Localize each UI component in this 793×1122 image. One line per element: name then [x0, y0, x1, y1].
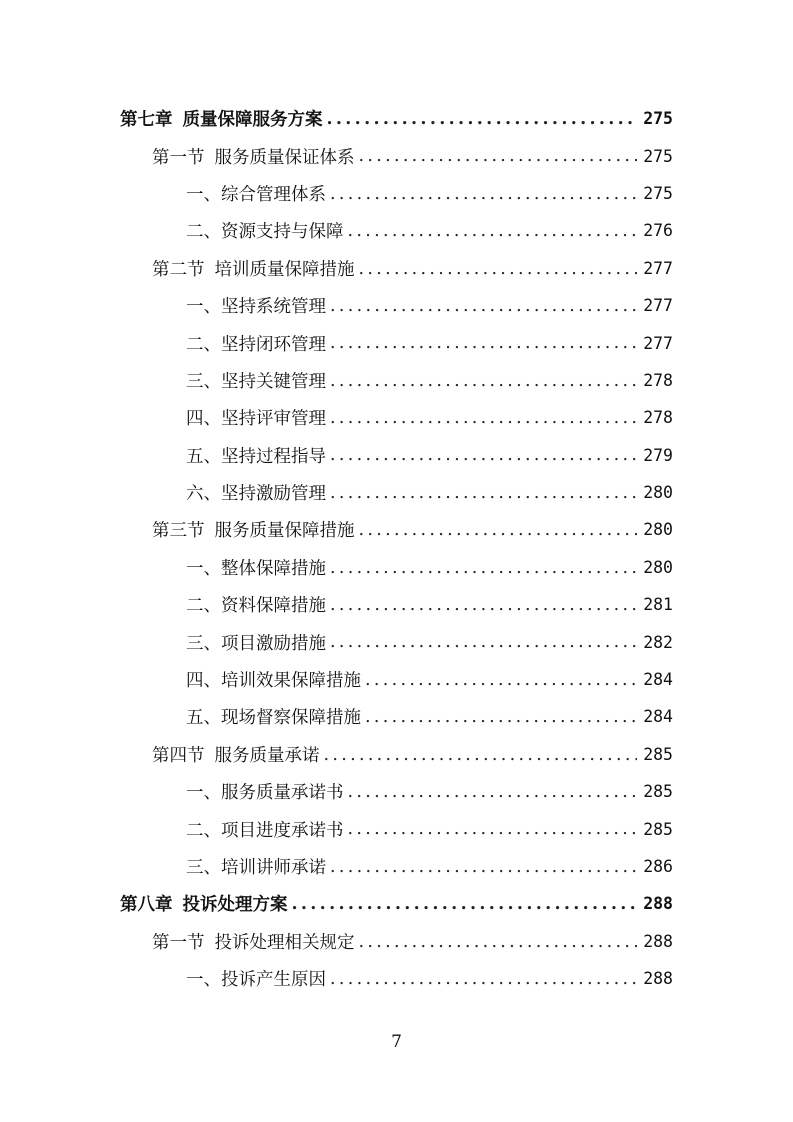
toc-entry-number: 一、 — [186, 184, 221, 205]
toc-entry-number: 四、 — [186, 671, 221, 692]
toc-entry-number: 第八章 — [120, 895, 173, 916]
toc-entry-label — [186, 704, 361, 729]
toc-entry-label — [152, 517, 355, 542]
toc-subsection-entry[interactable] — [0, 623, 793, 660]
toc-entry-title: 现场督察保障措施 — [221, 708, 361, 729]
toc-subsection-entry[interactable] — [0, 810, 793, 847]
toc-dot-leader — [365, 709, 637, 727]
toc-entry-title: 坚持关键管理 — [221, 371, 326, 392]
toc-subsection-entry[interactable] — [0, 324, 793, 361]
toc-entry-number: 三、 — [186, 371, 221, 392]
toc-dot-leader — [330, 298, 637, 316]
toc-entry-label — [186, 817, 344, 842]
toc-subsection-entry[interactable] — [0, 399, 793, 436]
toc-dot-leader — [330, 560, 637, 578]
toc-section-entry[interactable] — [0, 511, 793, 548]
toc-dot-leader — [348, 784, 638, 802]
toc-entry-title: 坚持过程指导 — [221, 446, 326, 467]
toc-entry-title: 服务质量承诺书 — [221, 783, 344, 804]
toc-entry-label — [152, 929, 355, 954]
toc-entry-page-number: 275 — [643, 146, 673, 166]
toc-entry-page-number: 284 — [643, 707, 673, 727]
toc-entry-label — [186, 854, 326, 879]
toc-entry-page-number: 281 — [643, 595, 673, 615]
toc-subsection-entry[interactable] — [0, 661, 793, 698]
toc-subsection-entry[interactable] — [0, 960, 793, 997]
toc-entry-title: 资源支持与保障 — [221, 222, 344, 243]
toc-entry-label — [186, 368, 326, 393]
toc-dot-leader — [330, 634, 637, 652]
toc-chapter-entry[interactable] — [0, 100, 793, 137]
toc-entry-label — [186, 480, 326, 505]
toc-entry-label — [152, 256, 355, 281]
toc-entry-page-number: 279 — [643, 445, 673, 465]
toc-entry-title: 坚持激励管理 — [221, 484, 326, 505]
toc-dot-leader — [330, 971, 637, 989]
toc-dot-leader — [330, 447, 637, 465]
toc-entry-number: 第四节 — [152, 745, 205, 766]
toc-section-entry[interactable] — [0, 923, 793, 960]
toc-entry-title: 投诉处理方案 — [182, 895, 288, 916]
toc-entry-page-number: 284 — [643, 670, 673, 690]
page-number: 7 — [391, 1032, 402, 1052]
toc-entry-title: 培训质量保障措施 — [214, 259, 355, 280]
toc-entry-number: 第三节 — [152, 521, 205, 542]
toc-dot-leader — [324, 747, 638, 765]
toc-entry-number: 三、 — [186, 633, 221, 654]
toc-entry-number: 五、 — [186, 446, 221, 467]
toc-entry-number: 三、 — [186, 858, 221, 878]
toc-entry-page-number: 288 — [643, 894, 673, 914]
toc-entry-page-number: 278 — [643, 408, 673, 428]
toc-entry-title: 质量保障服务方案 — [182, 110, 323, 131]
toc-entry-title: 服务质量保证体系 — [214, 147, 355, 168]
toc-entry-page-number: 285 — [643, 782, 673, 802]
toc-dot-leader — [330, 597, 637, 615]
toc-entry-label — [186, 966, 326, 991]
toc-entry-page-number: 280 — [643, 520, 673, 540]
toc-dot-leader — [359, 522, 638, 540]
toc-entry-label — [186, 779, 344, 804]
toc-subsection-entry[interactable] — [0, 474, 793, 511]
toc-chapter-entry[interactable] — [0, 885, 793, 922]
toc-entry-title: 培训讲师承诺 — [221, 858, 326, 878]
toc-entry-title: 投诉处理相关规定 — [214, 932, 355, 953]
toc-entry-label — [152, 144, 355, 169]
toc-entry-title: 坚持闭环管理 — [221, 334, 326, 355]
toc-entry-number: 二、 — [186, 596, 221, 617]
toc-dot-leader — [359, 148, 638, 166]
toc-entry-number: 二、 — [186, 334, 221, 355]
toc-entry-number: 二、 — [186, 222, 221, 243]
toc-subsection-entry[interactable] — [0, 848, 793, 885]
toc-entry-title: 项目进度承诺书 — [221, 820, 344, 841]
toc-entry-label — [186, 181, 326, 206]
toc-dot-leader — [330, 485, 637, 503]
toc-dot-leader — [330, 410, 637, 428]
toc-entry-number: 第一节 — [152, 147, 205, 168]
toc-subsection-entry[interactable] — [0, 549, 793, 586]
toc-entry-number: 第一节 — [152, 932, 205, 953]
toc-dot-leader — [292, 896, 638, 914]
toc-entry-page-number: 275 — [643, 183, 673, 203]
toc-dot-leader — [330, 335, 637, 353]
toc-dot-leader — [327, 111, 638, 129]
toc-dot-leader — [330, 186, 637, 204]
toc-entry-title: 坚持系统管理 — [221, 297, 326, 318]
toc-entry-number: 二、 — [186, 820, 221, 841]
toc-dot-leader — [365, 672, 637, 690]
toc-entry-page-number: 277 — [643, 333, 673, 353]
toc-subsection-entry[interactable] — [0, 437, 793, 474]
toc-subsection-entry[interactable] — [0, 698, 793, 735]
toc-dot-leader — [348, 821, 638, 839]
toc-section-entry[interactable] — [0, 137, 793, 174]
toc-dot-leader — [359, 261, 638, 279]
toc-entry-label — [186, 218, 344, 243]
toc-entry-page-number: 288 — [643, 931, 673, 951]
table-of-contents — [0, 100, 793, 997]
toc-entry-title: 投诉产生原因 — [221, 970, 326, 991]
toc-entry-title: 坚持评审管理 — [221, 409, 326, 430]
toc-entry-label — [152, 742, 320, 767]
toc-entry-label — [186, 443, 326, 468]
toc-entry-number: 一、 — [186, 783, 221, 804]
toc-entry-number: 四、 — [186, 409, 221, 430]
toc-entry-title: 服务质量保障措施 — [214, 521, 355, 542]
toc-dot-leader — [330, 859, 637, 877]
toc-subsection-entry[interactable] — [0, 212, 793, 249]
toc-entry-page-number: 282 — [643, 632, 673, 652]
toc-entry-number: 一、 — [186, 297, 221, 318]
toc-entry-label — [186, 667, 361, 692]
toc-subsection-entry[interactable] — [0, 175, 793, 212]
toc-entry-title: 培训效果保障措施 — [221, 671, 361, 692]
toc-entry-page-number: 275 — [643, 109, 673, 129]
toc-entry-label — [186, 555, 326, 580]
toc-entry-number: 五、 — [186, 708, 221, 729]
toc-entry-label — [120, 106, 323, 131]
toc-entry-label — [186, 592, 326, 617]
toc-entry-page-number: 280 — [643, 557, 673, 577]
toc-dot-leader — [348, 223, 638, 241]
toc-entry-page-number: 276 — [643, 221, 673, 241]
toc-entry-page-number: 277 — [643, 296, 673, 316]
toc-entry-page-number: 278 — [643, 370, 673, 390]
toc-entry-page-number: 280 — [643, 483, 673, 503]
toc-entry-page-number: 277 — [643, 258, 673, 278]
toc-entry-page-number: 288 — [643, 969, 673, 989]
toc-entry-title: 项目激励措施 — [221, 633, 326, 654]
toc-entry-number: 一、 — [186, 970, 221, 991]
toc-entry-label — [186, 630, 326, 655]
toc-dot-leader — [330, 373, 637, 391]
toc-entry-title: 资料保障措施 — [221, 596, 326, 617]
toc-entry-label — [186, 331, 326, 356]
toc-entry-label — [186, 293, 326, 318]
toc-entry-number: 第七章 — [120, 110, 173, 131]
toc-section-entry[interactable] — [0, 736, 793, 773]
toc-subsection-entry[interactable] — [0, 287, 793, 324]
toc-entry-number: 一、 — [186, 558, 221, 579]
toc-entry-number: 六、 — [186, 484, 221, 505]
toc-entry-page-number: 285 — [643, 744, 673, 764]
toc-entry-title: 整体保障措施 — [221, 558, 326, 579]
toc-subsection-entry[interactable] — [0, 773, 793, 810]
toc-section-entry[interactable] — [0, 250, 793, 287]
toc-entry-number: 第二节 — [152, 259, 205, 280]
toc-entry-title: 服务质量承诺 — [214, 745, 320, 766]
toc-entry-label — [120, 891, 288, 916]
toc-subsection-entry[interactable] — [0, 586, 793, 623]
toc-entry-page-number: 286 — [643, 857, 673, 876]
toc-entry-label — [186, 405, 326, 430]
toc-entry-title: 综合管理体系 — [221, 184, 326, 205]
toc-entry-page-number: 285 — [643, 819, 673, 839]
toc-subsection-entry[interactable] — [0, 362, 793, 399]
toc-dot-leader — [359, 934, 638, 952]
